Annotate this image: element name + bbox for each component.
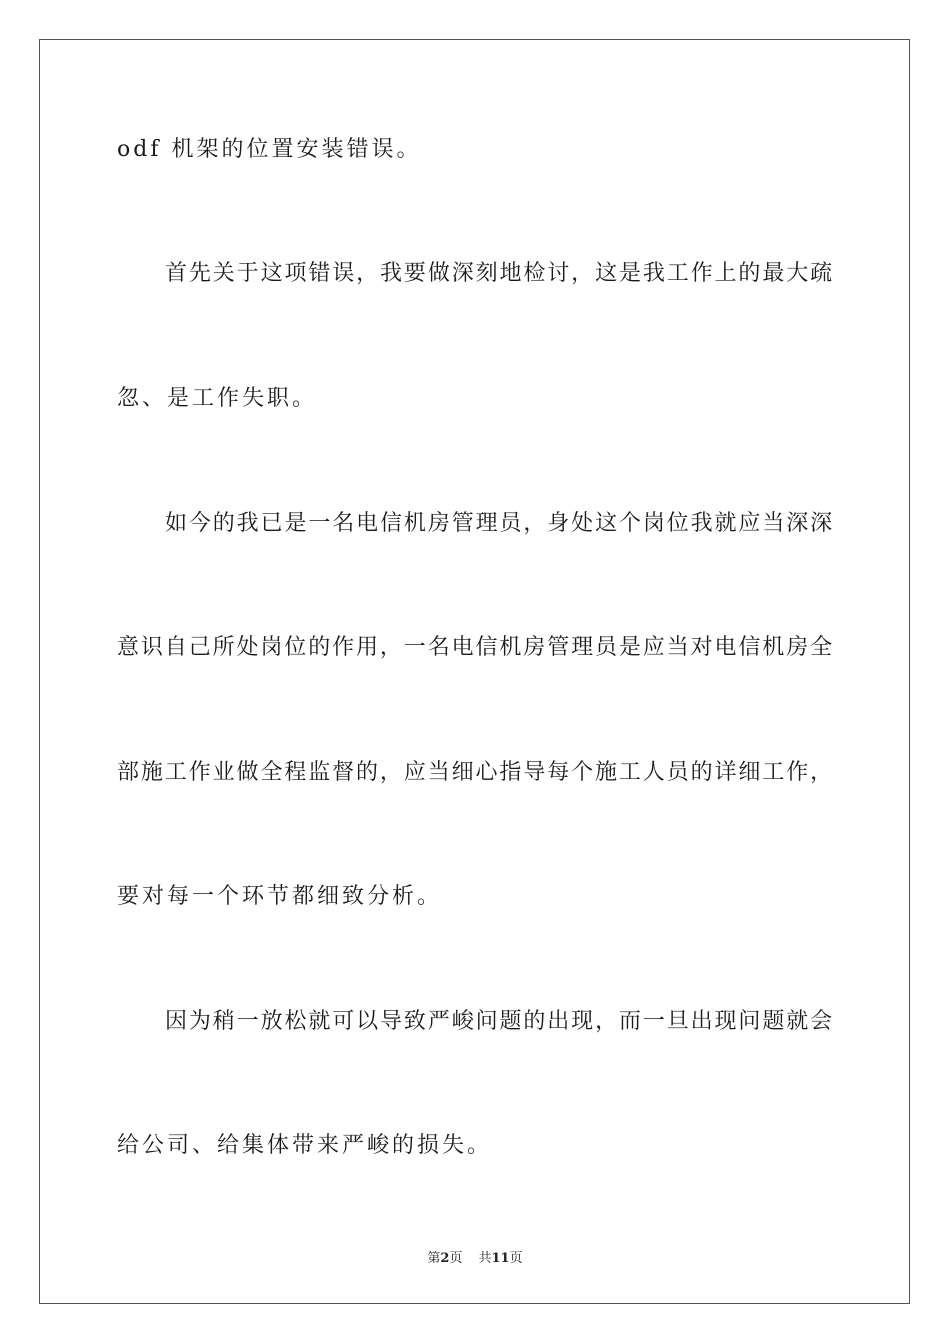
text-line-2: 首先关于这项错误，我要做深刻地检讨，这是我工作上的最大疏 [165, 261, 835, 286]
page-prefix: 第 [427, 1251, 441, 1266]
total-prefix: 共 [478, 1251, 492, 1266]
total-suffix: 页 [509, 1251, 523, 1266]
text-line-5: 意识自己所处岗位的作用，一名电信机房管理员是应当对电信机房全 [117, 635, 835, 660]
text-line-3: 忽、是工作失职。 [117, 386, 318, 411]
page-suffix: 页 [449, 1251, 463, 1266]
text-line-8: 因为稍一放松就可以导致严峻问题的出现，而一旦出现问题就会 [165, 1009, 835, 1034]
total-pages: 11 [491, 1251, 510, 1266]
text-line-4: 如今的我已是一名电信机房管理员，身处这个岗位我就应当深深 [165, 511, 835, 536]
text-line-6: 部施工作业做全程监督的，应当细心指导每个施工人员的详细工作， [117, 760, 835, 785]
page-number: 2 [440, 1251, 450, 1266]
text-line-7: 要对每一个环节都细致分析。 [117, 884, 443, 909]
text-line-1: odf 机架的位置安装错误。 [117, 137, 422, 162]
page-border [39, 39, 910, 1304]
text-line-9: 给公司、给集体带来严峻的损失。 [117, 1133, 493, 1158]
page-footer [0, 1247, 950, 1266]
